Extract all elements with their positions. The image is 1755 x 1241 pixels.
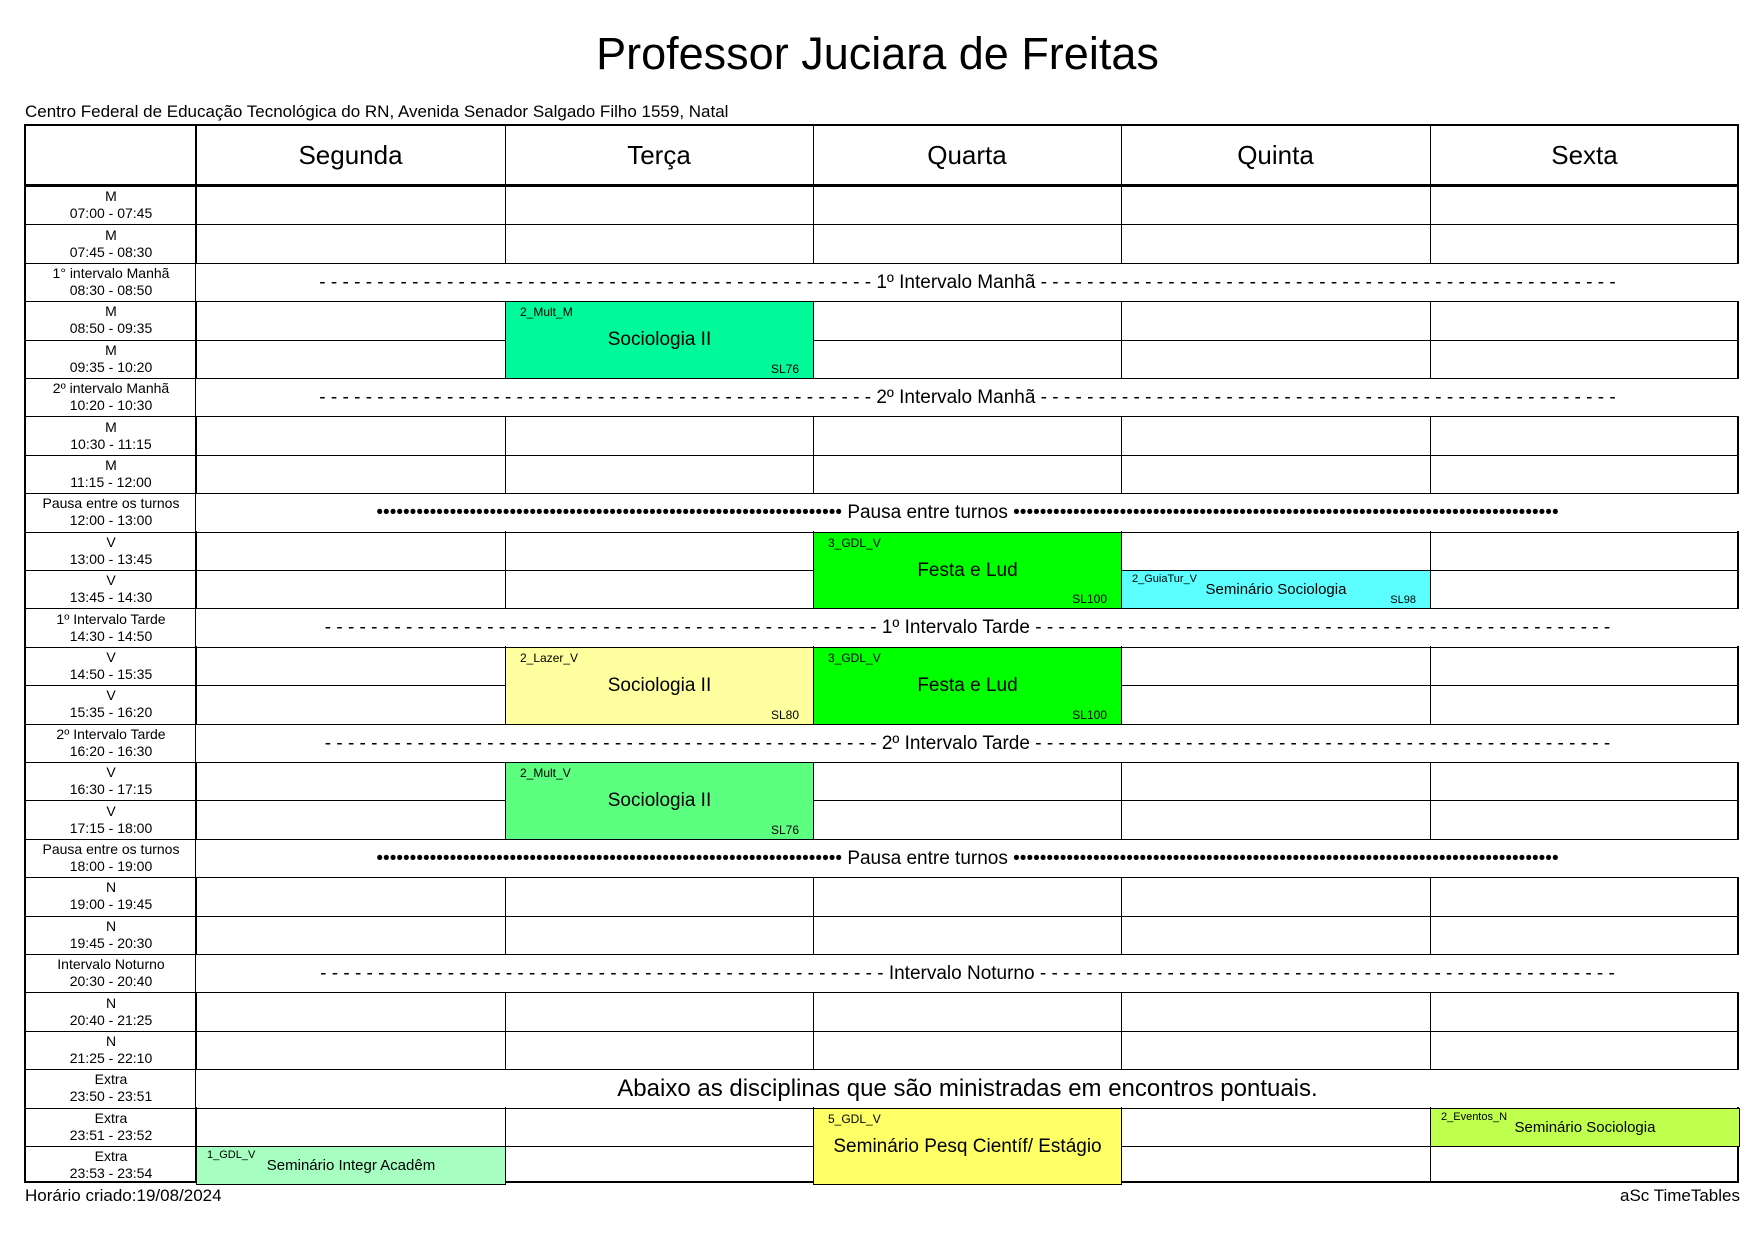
lesson-subject: Seminário Sociologia: [1514, 1118, 1656, 1136]
period-time: 23:50 - 23:51: [69, 1088, 153, 1105]
period-time: 15:35 - 16:20: [69, 704, 153, 721]
period-name: 1° intervalo Manhã: [52, 264, 170, 281]
period-time: 20:30 - 20:40: [69, 973, 153, 990]
lesson-subject: Sociologia II: [607, 790, 712, 811]
period-label: [26, 724, 196, 762]
period-name: Extra: [94, 1148, 128, 1165]
period-label: [26, 570, 196, 608]
page-title: Professor Juciara de Freitas: [596, 28, 1159, 79]
lesson-subject: Festa e Lud: [917, 675, 1018, 696]
institution-address: Centro Federal de Educação Tecnológica do RN, Avenida Senador Salgado Filho 1559, Natal: [25, 102, 729, 121]
period-label: [26, 762, 196, 800]
period-label: [26, 416, 196, 454]
row-divider: [24, 455, 1739, 456]
period-time: 08:30 - 08:50: [69, 281, 153, 298]
row-divider: [24, 800, 1739, 801]
row-divider: [24, 1031, 1739, 1032]
period-label: [26, 224, 196, 262]
period-time: 07:45 - 08:30: [69, 243, 153, 260]
lesson-room: SL98: [1390, 594, 1416, 606]
lesson-card[interactable]: [813, 532, 1122, 609]
period-label: [26, 493, 196, 531]
day-header: Terça: [627, 140, 691, 170]
period-label: [26, 954, 196, 992]
period-time: 16:20 - 16:30: [69, 742, 153, 759]
created-date: Horário criado:19/08/2024: [25, 1186, 222, 1205]
period-time: 20:40 - 21:25: [69, 1011, 153, 1028]
lesson-group: 5_GDL_V: [828, 1112, 881, 1126]
period-name: M: [105, 341, 117, 358]
period-label: [26, 992, 196, 1030]
interval-band: - - - - - - - - - - - - - - - - - - - - - - - - - - - - - - - - - - - - - - - - - - - - - - - - - Intervalo Noturno - - - - - - - - - - - - - - - - - - - - - - - - - - - - - - - - - - - - - - - - - - - - - - - - - -: [196, 955, 1739, 992]
lesson-room: SL76: [770, 823, 799, 837]
period-name: M: [105, 418, 117, 435]
interval-band: - - - - - - - - - - - - - - - - - - - - - - - - - - - - - - - - - - - - - - - - - - - - - - - - 2º Intervalo Tarde - - - - - - - - - - - - - - - - - - - - - - - - - - - - - - - - - - - - - - - - - - - - - - - - - -: [196, 725, 1739, 762]
period-label: [26, 1108, 196, 1146]
period-label: [26, 685, 196, 723]
period-label: [26, 839, 196, 877]
lesson-room: SL100: [1072, 708, 1107, 722]
period-label: [26, 1031, 196, 1069]
period-name: V: [106, 533, 116, 550]
period-label: [26, 263, 196, 301]
period-label: [26, 877, 196, 915]
period-time: 19:00 - 19:45: [69, 896, 153, 913]
lesson-group: 3_GDL_V: [828, 536, 881, 550]
period-name: M: [105, 303, 117, 320]
period-name: N: [105, 994, 117, 1011]
period-name: N: [105, 917, 117, 934]
period-time: 17:15 - 18:00: [69, 819, 153, 836]
lesson-card[interactable]: [196, 1146, 506, 1185]
interval-band: •••••••••••••••••••••••••••••••••••••••••••••••••••••••••••••••••••••• Pausa entre turnos ••••••••••••••••••••••••••••••••••••••••••••••••••••••••••••••••••••••••••••••••••: [196, 840, 1739, 877]
lesson-group: 2_Lazer_V: [520, 651, 579, 665]
lesson-card[interactable]: [505, 647, 814, 725]
period-name: M: [105, 188, 117, 205]
period-time: 12:00 - 13:00: [69, 512, 153, 529]
period-name: V: [106, 572, 116, 589]
lesson-card[interactable]: [1430, 1108, 1740, 1147]
lesson-card[interactable]: [813, 647, 1122, 725]
lesson-subject: Seminário Integr Acadêm: [266, 1156, 436, 1174]
period-name: Pausa entre os turnos: [42, 840, 180, 857]
period-name: M: [105, 226, 117, 243]
period-name: V: [106, 648, 116, 665]
period-label: [26, 301, 196, 339]
period-name: Pausa entre os turnos: [42, 495, 180, 512]
lesson-room: SL76: [770, 362, 799, 376]
period-label: [26, 1146, 196, 1184]
period-label: [26, 647, 196, 685]
lesson-subject: Sociologia II: [607, 329, 712, 350]
lesson-card[interactable]: [813, 1108, 1122, 1185]
interval-band: - - - - - - - - - - - - - - - - - - - - - - - - - - - - - - - - - - - - - - - - - - - - - - - - 1º Intervalo Manhã - - - - - - - - - - - - - - - - - - - - - - - - - - - - - - - - - - - - - - - - - - - - - - - - - -: [196, 264, 1739, 301]
period-name: 2º intervalo Manhã: [52, 380, 170, 397]
lesson-card[interactable]: [505, 301, 814, 379]
lesson-group: 2_GuiaTur_V: [1132, 573, 1198, 585]
lesson-group: 2_Mult_M: [520, 305, 573, 319]
period-time: 09:35 - 10:20: [69, 358, 153, 375]
period-time: 23:53 - 23:54: [69, 1165, 153, 1182]
period-label: [26, 916, 196, 954]
period-name: Intervalo Noturno: [57, 956, 165, 973]
period-time: 19:45 - 20:30: [69, 934, 153, 951]
lesson-subject: Sociologia II: [607, 675, 712, 696]
period-name: N: [105, 1032, 117, 1049]
day-header: Segunda: [298, 140, 403, 170]
row-divider: [24, 224, 1739, 225]
interval-band: - - - - - - - - - - - - - - - - - - - - - - - - - - - - - - - - - - - - - - - - - - - - - - - - 2º Intervalo Manhã - - - - - - - - - - - - - - - - - - - - - - - - - - - - - - - - - - - - - - - - - - - - - - - - - -: [196, 379, 1739, 416]
period-time: 21:25 - 22:10: [69, 1049, 153, 1066]
lesson-subject: Seminário Sociologia: [1205, 580, 1347, 598]
period-label: [26, 340, 196, 378]
lesson-group: 1_GDL_V: [207, 1149, 256, 1161]
lesson-subject: Festa e Lud: [917, 559, 1018, 581]
period-time: 13:00 - 13:45: [69, 550, 153, 567]
period-label: [26, 186, 196, 224]
period-time: 14:30 - 14:50: [69, 627, 153, 644]
period-time: 07:00 - 07:45: [69, 205, 153, 222]
lesson-room: SL100: [1072, 592, 1107, 606]
row-divider: [24, 340, 1739, 341]
period-label: [26, 800, 196, 838]
period-time: 13:45 - 14:30: [69, 589, 153, 606]
day-header: Sexta: [1551, 140, 1618, 170]
period-time: 18:00 - 19:00: [69, 857, 153, 874]
period-name: V: [106, 802, 116, 819]
period-time: 14:50 - 15:35: [69, 665, 153, 682]
lesson-group: 2_Mult_V: [520, 766, 571, 780]
lesson-group: 3_GDL_V: [828, 651, 881, 665]
period-name: V: [106, 687, 116, 704]
software-brand: aSc TimeTables: [1620, 1186, 1740, 1205]
period-label: [26, 608, 196, 646]
period-time: 23:51 - 23:52: [69, 1126, 153, 1143]
period-name: 2º Intervalo Tarde: [56, 725, 166, 742]
day-header: Quinta: [1237, 140, 1314, 170]
period-time: 10:20 - 10:30: [69, 397, 153, 414]
lesson-card[interactable]: [505, 762, 814, 840]
period-label: [26, 378, 196, 416]
interval-band: •••••••••••••••••••••••••••••••••••••••••••••••••••••••••••••••••••••• Pausa entre turnos ••••••••••••••••••••••••••••••••••••••••••••••••••••••••••••••••••••••••••••••••••: [196, 494, 1739, 531]
interval-band: Abaixo as disciplinas que são ministradas em encontros pontuais.: [196, 1070, 1739, 1107]
period-time: 16:30 - 17:15: [69, 781, 153, 798]
period-time: 08:50 - 09:35: [69, 320, 153, 337]
interval-band: - - - - - - - - - - - - - - - - - - - - - - - - - - - - - - - - - - - - - - - - - - - - - - - - 1º Intervalo Tarde - - - - - - - - - - - - - - - - - - - - - - - - - - - - - - - - - - - - - - - - - - - - - - - - - -: [196, 609, 1739, 646]
lesson-subject: Seminário Pesq Científ/ Estágio: [833, 1135, 1102, 1157]
lesson-card[interactable]: [1121, 570, 1431, 609]
period-label: [26, 532, 196, 570]
period-name: Extra: [94, 1109, 128, 1126]
row-divider: [24, 916, 1739, 917]
period-name: Extra: [94, 1071, 128, 1088]
period-time: 11:15 - 12:00: [70, 473, 152, 490]
period-label: [26, 1069, 196, 1107]
period-name: 1º Intervalo Tarde: [56, 610, 166, 627]
day-header: Quarta: [927, 140, 1007, 170]
period-name: N: [105, 879, 117, 896]
period-label: [26, 455, 196, 493]
lesson-room: SL80: [770, 708, 799, 722]
period-name: V: [106, 764, 116, 781]
lesson-group: 2_Eventos_N: [1441, 1111, 1508, 1123]
period-time: 10:30 - 11:15: [70, 435, 152, 452]
period-name: M: [105, 456, 117, 473]
